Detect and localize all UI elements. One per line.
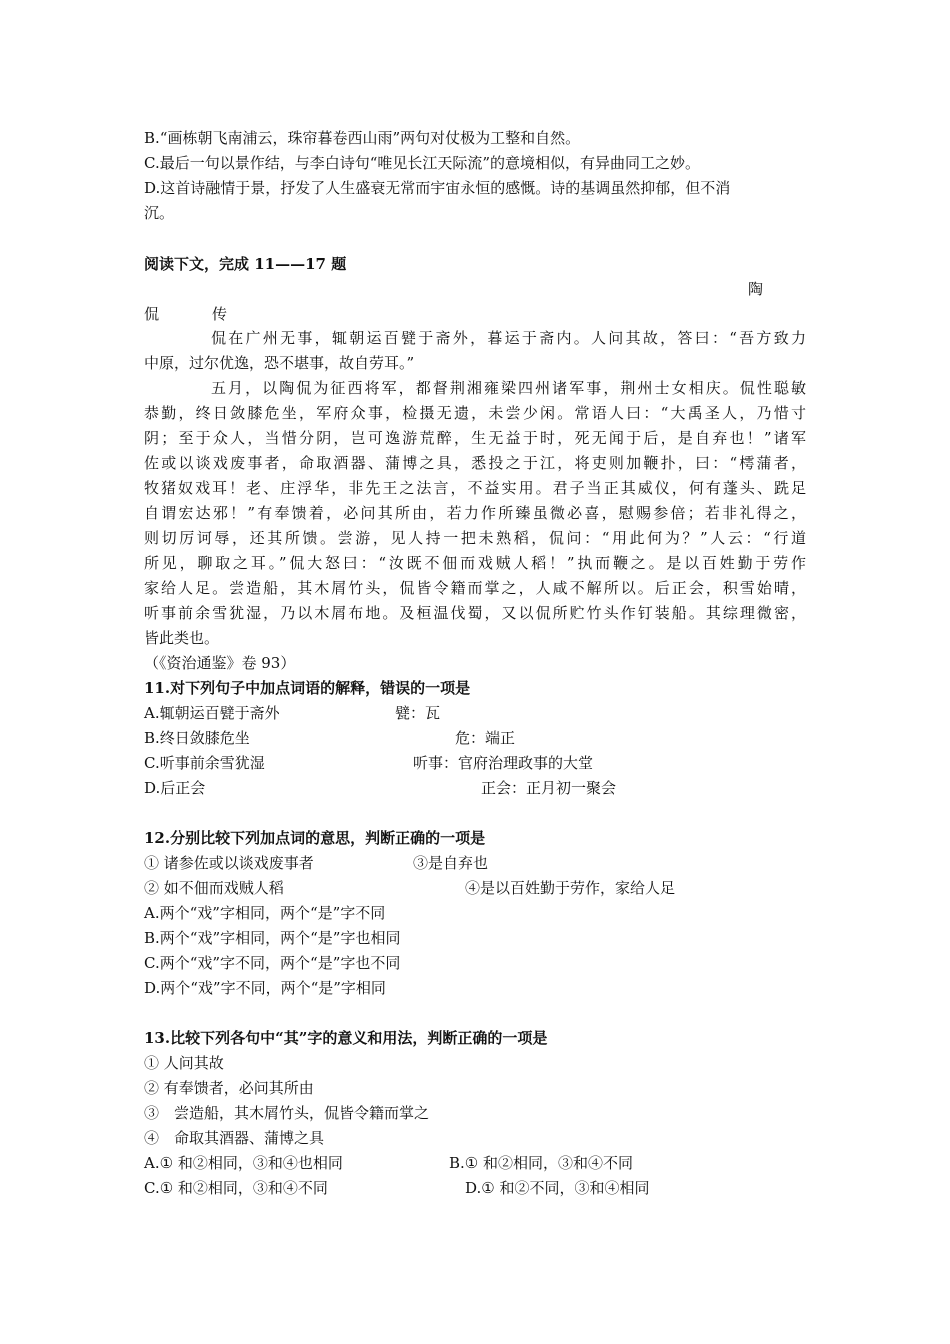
passage-line: 皆此类也。 (144, 629, 220, 647)
passage-line: 家给人足。尝造船，其木屑竹头，侃皆令籍而掌之，人咸不解所以。后正会，积雪始晴， (144, 579, 806, 597)
q12-item-2: ② 如不佃而戏贼人稻 (144, 879, 284, 897)
passage-line: 听事前余雪犹湿，乃以木屑布地。及桓温伐蜀，又以侃所贮竹头作钉装船。其综理微密， (144, 604, 806, 622)
q11-option-d: D.后正会 (144, 779, 206, 797)
q12-item-1: ① 诸参佐或以谈戏废事者 (144, 854, 314, 872)
section-heading: 阅读下文，完成 11——17 题 (144, 255, 347, 273)
q11-option-b: B.终日敛膝危坐 (144, 729, 250, 747)
option-d-prev-cont: 沉。 (144, 204, 175, 222)
q12-item-3: ③是自弃也 (413, 854, 489, 872)
passage-line: 则切厉诃辱，还其所馈。尝游，见人持一把未熟稻，侃问：“用此何为？”人云：“行道 (144, 529, 806, 547)
q11-gloss-a: 甓：瓦 (395, 704, 441, 722)
passage-line: 牧猪奴戏耳！老、庄浮华，非先王之法言，不益实用。君子当正其威仪，何有蓬头、跣足 (144, 479, 806, 497)
q13-stem: 13.比较下列各句中“其”字的意义和用法，判断正确的一项是 (144, 1029, 548, 1047)
q12-item-4: ④是以百姓勤于劳作，家给人足 (465, 879, 676, 897)
q12-option-d: D.两个“戏”字不同，两个“是”字相同 (144, 979, 386, 997)
q12-option-a: A.两个“戏”字相同，两个“是”字不同 (144, 904, 386, 922)
title-char-2: 侃 (144, 305, 160, 323)
passage-line: 自谓宏达邪！”有奉馈着，必问其所由，若力作所臻虽微必喜，慰赐参倍；若非礼得之， (144, 504, 806, 522)
title-char-3: 传 (212, 305, 228, 323)
q13-option-a: A.① 和②相同，③和④也相同 (144, 1154, 343, 1172)
q13-option-b: B.① 和②相同，③和④不同 (449, 1154, 634, 1172)
title-char-1: 陶 (748, 280, 764, 298)
q11-gloss-c: 听事：官府治理政事的大堂 (413, 754, 594, 772)
q11-gloss-d: 正会：正月初一聚会 (481, 779, 617, 797)
passage-source: （《资治通鉴》卷 93） (144, 654, 296, 672)
passage-line: 阴；至于众人，当惜分阴，岂可逸游荒醉，生无益于时，死无闻于后，是自弃也！”诸军 (144, 429, 806, 447)
option-c-prev: C.最后一句以景作结，与李白诗句“唯见长江天际流”的意境相似，有异曲同工之妙。 (144, 154, 701, 172)
q12-option-b: B.两个“戏”字相同，两个“是”字也相同 (144, 929, 401, 947)
q11-option-c: C.听事前余雪犹湿 (144, 754, 265, 772)
option-b-prev: B.“画栋朝飞南浦云，珠帘暮卷西山雨”两句对仗极为工整和自然。 (144, 129, 581, 147)
option-d-prev: D.这首诗融情于景，抒发了人生盛衰无常而宇宙永恒的感慨。诗的基调虽然抑郁，但不消 (144, 179, 731, 197)
q13-item-2: ② 有奉馈者，必问其所由 (144, 1079, 314, 1097)
q13-item-1: ① 人问其故 (144, 1054, 224, 1072)
passage-line: 五月，以陶侃为征西将军，都督荆湘雍梁四州诸军事，荆州士女相庆。侃性聪敏 (211, 379, 806, 397)
passage-line: 佐或以谈戏废事者，命取酒器、蒲博之具，悉投之于江，将吏则加鞭扑，曰：“樗蒲者， (144, 454, 806, 472)
passage-line: 恭勤，终日敛膝危坐，军府众事，检摄无遗，未尝少闲。常语人曰：“大禹圣人，乃惜寸 (144, 404, 806, 422)
q11-option-a: A.辄朝运百甓于斋外 (144, 704, 280, 722)
q13-item-4: ④ 命取其酒器、蒲博之具 (144, 1129, 325, 1147)
q13-option-c: C.① 和②相同，③和④不同 (144, 1179, 328, 1197)
q12-stem: 12.分别比较下列加点词的意思，判断正确的一项是 (144, 829, 486, 847)
passage-line: 中原，过尔优逸，恐不堪事，故自劳耳。” (144, 354, 415, 372)
q12-option-c: C.两个“戏”字不同，两个“是”字也不同 (144, 954, 401, 972)
q13-item-3: ③ 尝造船，其木屑竹头，侃皆令籍而掌之 (144, 1104, 430, 1122)
q11-gloss-b: 危：端正 (455, 729, 516, 747)
q13-option-d: D.① 和②不同，③和④相同 (465, 1179, 650, 1197)
passage-line: 侃在广州无事，辄朝运百甓于斋外，暮运于斋内。人问其故，答曰：“吾方致力 (211, 329, 806, 347)
q11-stem: 11.对下列句子中加点词语的解释，错误的一项是 (144, 679, 471, 697)
passage-line: 所见，聊取之耳。”侃大怒曰：“汝既不佃而戏贼人稻！”执而鞭之。是以百姓勤于劳作 (144, 554, 806, 572)
